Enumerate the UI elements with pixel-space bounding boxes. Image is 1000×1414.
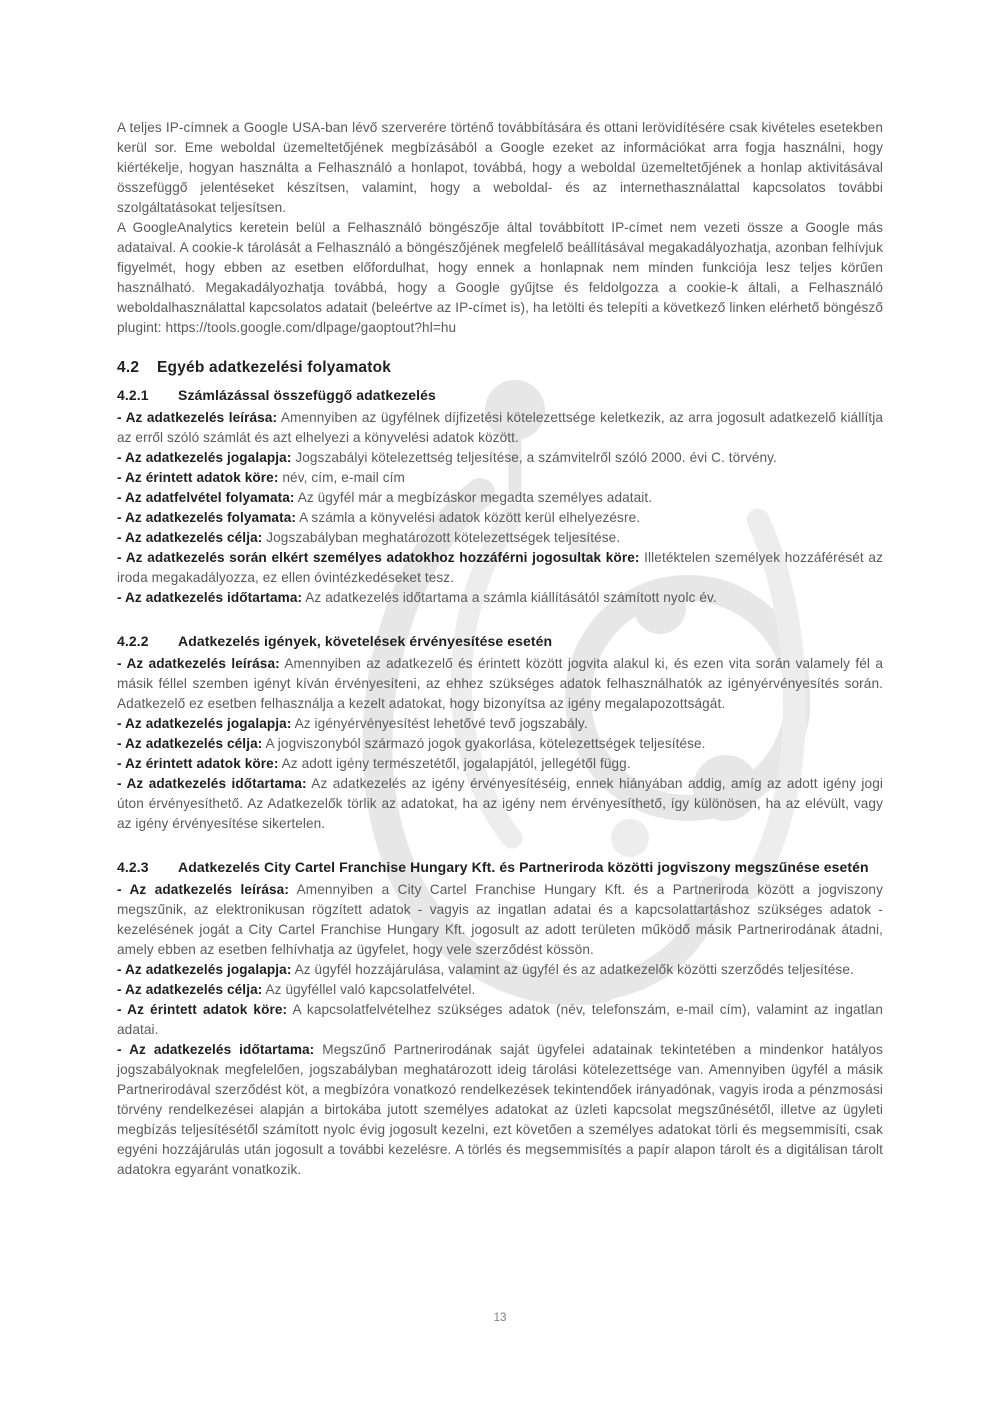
item-label: - Az adatkezelés leírása: <box>117 656 280 671</box>
subsection-title: Számlázással összefüggő adatkezelés <box>178 387 436 403</box>
item-label: - Az adatkezelés jogalapja: <box>117 962 292 977</box>
list-item <box>117 1040 883 1180</box>
item-text: Megszűnő Partnerirodának saját ügyfelei adatainak tekintetében a mindenkor hatályos jogszabályoknak megfelelően, jogszabályban meghatározott ideig tárolási kötelezettsége van. Amennyiben ügyfél a másik Partnerirodával szerződést köt, a megbízóra vonatkozó rendelkezések tekintendőek irányadónak, vagyis iroda a pénzmosási törvény rendelkezései alapján a birtokába jutott személyes adatokat az üzleti kapcsolat megszűnésétől, illetve az ügyleti megbízás teljesítésétől számított nyolc évig jogosult kezelni, ezt követően a személyes adatokat törli és megsemmisíti, csak egyéni hozzájárulás után jogosult a további kezelésre. A törlés és megsemmisítés a papír alapon tárolt és a digitálisan tárolt adatokra egyaránt vonatkozik. <box>117 1042 883 1177</box>
item-label: - Az adatkezelés időtartama: <box>117 1042 315 1057</box>
item-text: Amennyiben a City Cartel Franchise Hungary Kft. és a Partneriroda között a jogviszony megszűnik, az elektronikusan rögzített adatok - vagyis az ingatlan adatai és a kapcsolattartáshoz szükséges adatok - kezelésének jogát a City Cartel Franchise Hungary Kft. jogosult az adott területen működő másik Partnerirodának átadni, amely ebben az esetben felhívhatja az ügyfelet, hogy vele szerződést kössön. <box>117 882 883 957</box>
item-text: Az adatkezelés időtartama a számla kiállításától számított nyolc év. <box>305 590 717 605</box>
item-text: Az adott igény természetétől, jogalapjától, jellegétől függ. <box>281 756 631 771</box>
item-text: Jogszabályi kötelezettség teljesítése, a számvitelről szóló 2000. évi C. törvény. <box>295 450 777 465</box>
item-text: A számla a könyvelési adatok között kerül elhelyezésre. <box>299 510 641 525</box>
item-text: Az ügyfél már a megbízáskor megadta személyes adatait. <box>297 490 653 505</box>
item-label: - Az adatkezelés leírása: <box>117 410 278 425</box>
item-text: Az igényérvényesítést lehetővé tevő jogszabály. <box>294 716 588 731</box>
subsection-title: Adatkezelés City Cartel Franchise Hungary Kft. és Partneriroda közötti jogviszony megszűnése esetén <box>178 859 869 875</box>
item-text: A kapcsolatfelvételhez szükséges adatok (név, telefonszám, e-mail cím), valamint az ingatlan adatai. <box>117 1002 883 1037</box>
item-label: - Az adatkezelés időtartama: <box>117 590 303 605</box>
subsection-number: 4.2.2 <box>117 633 149 649</box>
list-item <box>117 408 883 448</box>
list-item <box>117 880 883 960</box>
item-text: Jogszabályban meghatározott kötelezettségek teljesítése. <box>266 530 621 545</box>
list-item <box>117 960 883 980</box>
item-label: - Az érintett adatok köre: <box>117 470 279 485</box>
list-item <box>117 1000 883 1040</box>
item-label: - Az adatkezelés folyamata: <box>117 510 296 525</box>
list-item <box>117 980 883 1000</box>
subsection-heading-4-2-2 <box>117 630 883 652</box>
paragraph-ip-forwarding: A teljes IP-címnek a Google USA-ban lévő szerverére történő továbbítására és ottani lerövidítésére csak kivételes esetekben kerül sor. Eme weboldal üzemeltetőjének megbízásából a Google ezeket az információkat arra fogja használni, hogy kiértékelje, hogyan használta a Felhasználó a honlapot, továbbá, hogy a weboldal üzemeltetőjének a honlap aktivitásával összefüggő jelentéseket készítsen, valamint, hogy a weboldal- és az internethasználattal kapcsolatos további szolgáltatásokat teljesítsen. <box>117 120 883 215</box>
item-label: - Az adatkezelés célja: <box>117 736 263 751</box>
item-text: A jogviszonyból származó jogok gyakorlása, kötelezettségek teljesítése. <box>265 736 706 751</box>
paragraph-google-analytics <box>117 218 883 338</box>
section-number: 4.2 <box>117 359 140 376</box>
subsection-number: 4.2.1 <box>117 387 149 403</box>
item-label: - Az adatkezelés célja: <box>117 982 263 997</box>
page-content <box>117 118 883 1180</box>
item-label: - Az adatkezelés célja: <box>117 530 263 545</box>
list-item <box>117 588 883 608</box>
list-item <box>117 734 883 754</box>
paragraph-text: A GoogleAnalytics keretein belül a Felhasználó böngészője által továbbított IP-címet nem vezeti össze a Google más adataival. A cookie-k tárolását a Felhasználó a böngészőjének megfelelő beállításával megakadályozhatja, azonban felhívjuk figyelmét, hogy ebben az esetben előfordulhat, hogy ennek a honlapnak nem minden funkciója lesz teljes körűen használható. Megakadályozhatja továbbá, hogy a Google gyűjtse és feldolgozza a cookie-k általi, a Felhasználó weboldalhasználattal kapcsolatos adatait (beleértve az IP-címet is), ha letölti és telepíti a következő linken elérhető böngésző plugint: <box>117 220 883 335</box>
list-item <box>117 448 883 468</box>
list-item <box>117 528 883 548</box>
list-item <box>117 774 883 834</box>
page-number: 13 <box>493 1312 507 1324</box>
item-label: - Az adatkezelés jogalapja: <box>117 450 292 465</box>
list-item <box>117 548 883 588</box>
item-label: - Az adatkezelés leírása: <box>117 882 289 897</box>
item-text: Amennyiben az adatkezelő és érintett között jogvita alakul ki, és ezen vita során valamely fél a másik féllel szemben igényt kíván érvényesíteni, az ehhez szükséges adatok felhasználhatók az igényérvényesítés során. Adatkezelő ez esetben felhasználja a kezelt adatokat, hogy bizonyítsa az igény megalapozottságát. <box>117 656 883 711</box>
item-label: - Az adatkezelés során elkért személyes adatokhoz hozzáférni jogosultak köre: <box>117 550 640 565</box>
subsection-heading-4-2-3 <box>117 856 883 878</box>
list-item <box>117 488 883 508</box>
item-label: - Az adatkezelés időtartama: <box>117 776 307 791</box>
item-text: Illetéktelen személyek hozzáférését az iroda megakadályozza, ez ellen óvintézkedéseket tesz. <box>117 550 883 585</box>
item-label: - Az érintett adatok köre: <box>117 1002 288 1017</box>
subsection-heading-4-2-1 <box>117 384 883 406</box>
list-item <box>117 754 883 774</box>
item-text: Az ügyfél hozzájárulása, valamint az ügyfél és az adatkezelők közötti szerződés teljesítése. <box>294 962 854 977</box>
list-item <box>117 508 883 528</box>
section-heading-4-2 <box>117 356 883 379</box>
item-text: Az ügyféllel való kapcsolatfelvétel. <box>265 982 476 997</box>
item-label: - Az érintett adatok köre: <box>117 756 279 771</box>
item-text: név, cím, e-mail cím <box>282 470 405 485</box>
subsection-number: 4.2.3 <box>117 859 149 875</box>
item-label: - Az adatkezelés jogalapja: <box>117 716 292 731</box>
list-item <box>117 654 883 714</box>
list-item <box>117 468 883 488</box>
gaoptout-url[interactable]: https://tools.google.com/dlpage/gaoptout?hl=hu <box>165 320 457 335</box>
section-title: Egyéb adatkezelési folyamatok <box>157 359 392 376</box>
item-text: Amennyiben az ügyfélnek díjfizetési kötelezettsége keletkezik, az arra jogosult adatkezelő kiállítja az erről szóló számlát és azt elhelyezi a könyvelési adatok között. <box>117 410 883 445</box>
item-label: - Az adatfelvétel folyamata: <box>117 490 295 505</box>
item-text: Az adatkezelés az igény érvényesítéséig, ennek hiányában addig, amíg az adott igény jogi úton érvényesíthető. Az Adatkezelők törlik az adatokat, ha az igény nem érvényesíthető, így különösen, ha az elévült, vagy az igény érvényesítése sikertelen. <box>117 776 883 831</box>
list-item <box>117 714 883 734</box>
subsection-title: Adatkezelés igények, követelések érvényesítése esetén <box>178 633 553 649</box>
